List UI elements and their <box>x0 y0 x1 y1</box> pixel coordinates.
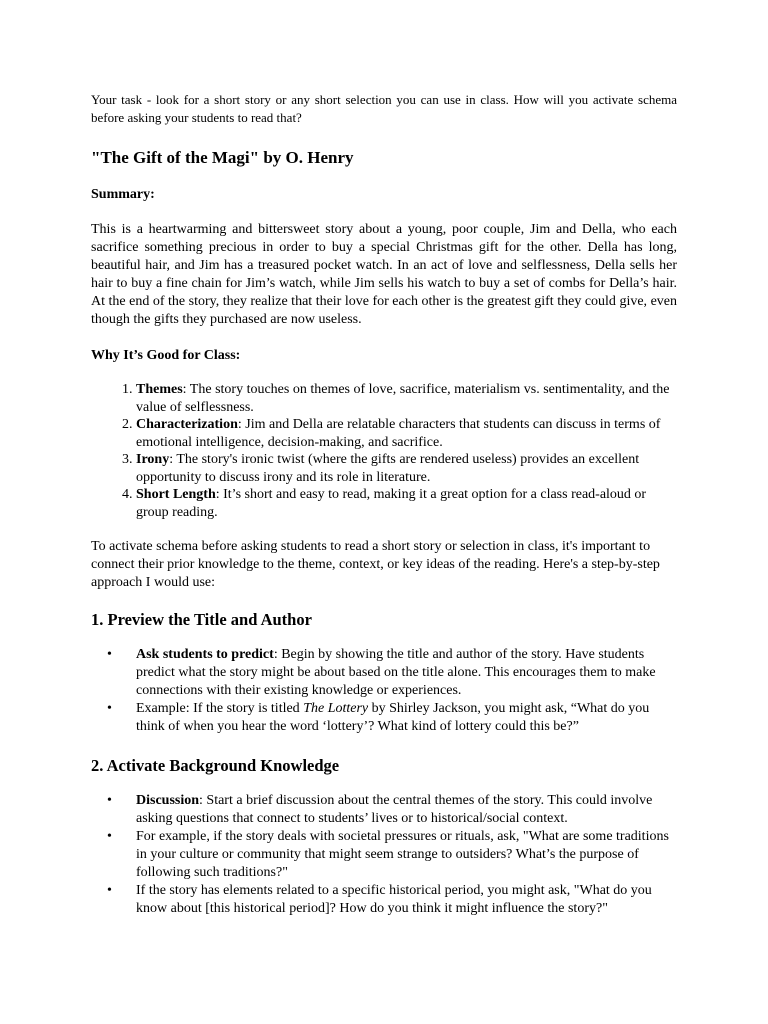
list-item <box>107 828 677 882</box>
reasons-list <box>91 381 677 521</box>
list-item <box>136 486 677 521</box>
reason-text: : It’s short and easy to read, making it a great option for a class read-aloud or group reading. <box>136 487 647 520</box>
bullet-icon: • <box>107 883 112 898</box>
reason-term: Irony <box>136 452 170 467</box>
bullet-term: Ask students to predict <box>136 647 274 662</box>
list-item <box>107 882 677 918</box>
list-item <box>107 646 677 700</box>
bullet-text: Example: If the story is titled <box>136 701 304 716</box>
section-heading-preview: 1. Preview the Title and Author <box>91 610 312 629</box>
background-bullet-list <box>91 792 677 918</box>
reason-term: Themes <box>136 382 183 397</box>
bullet-text: : Start a brief discussion about the central themes of the story. This could involve asking questions that connect to students’ lives or to historical/social context. <box>136 793 653 826</box>
bullet-italic-title: The Lottery <box>303 701 369 716</box>
bullet-text: by Shirley Jackson, you might ask, “What do you think of when you hear the word ‘lottery’? What kind of lottery could this be?” <box>136 701 650 734</box>
bullet-text: : Begin by showing the title and author of the story. Have students predict what the story might be about based on the title alone. This encourages them to make connections with their existing knowledge or experiences. <box>136 647 656 698</box>
intro-paragraph: To activate schema before asking students to read a short story or selection in class, it's important to connect their prior knowledge to the theme, context, or key ideas of the reading. Here's a step-by-step approach I would use: <box>91 539 660 590</box>
bullet-icon: • <box>107 647 112 662</box>
list-item <box>107 700 677 736</box>
document-page <box>91 91 677 918</box>
section-heading-background: 2. Activate Background Knowledge <box>91 756 340 775</box>
summary-label: Summary: <box>91 187 155 202</box>
bullet-text: For example, if the story deals with societal pressures or rituals, ask, "What are some traditions in your culture or community that might seem strange to outsiders? What’s the purpose of following such traditions?" <box>136 829 669 880</box>
list-item <box>136 416 677 451</box>
list-item <box>136 381 677 416</box>
reason-text: : The story's ironic twist (where the gifts are rendered useless) provides an excellent opportunity to discuss irony and its role in literature. <box>136 452 640 485</box>
preview-bullet-list <box>91 646 677 736</box>
list-item <box>107 792 677 828</box>
bullet-term: Discussion <box>136 793 200 808</box>
bullet-icon: • <box>107 793 112 808</box>
reason-term: Short Length <box>136 487 216 502</box>
reason-term: Characterization <box>136 417 238 432</box>
why-good-label: Why It’s Good for Class: <box>91 348 241 363</box>
bullet-icon: • <box>107 829 112 844</box>
list-item <box>136 451 677 486</box>
bullet-icon: • <box>107 701 112 716</box>
reason-text: : Jim and Della are relatable characters that students can discuss in terms of emotional intelligence, decision-making, and sacrifice. <box>136 417 661 450</box>
story-title: "The Gift of the Magi" by O. Henry <box>91 148 354 167</box>
summary-text: This is a heartwarming and bittersweet story about a young, poor couple, Jim and Della, who each sacrifice something precious in order to buy a special Christmas gift for the other. Della has long, beautiful hair, and Jim has a treasured pocket watch. In an act of love and selflessness, Della sells her hair to buy a fine chain for Jim’s watch, while Jim sells his watch to buy a set of combs for Della’s hair. At the end of the story, they realize that their love for each other is the greatest gift they could give, even though the gifts they purchased are now useless. <box>91 222 677 327</box>
reason-text: : The story touches on themes of love, sacrifice, materialism vs. sentimentality, and the value of selflessness. <box>136 382 670 415</box>
bullet-text: If the story has elements related to a specific historical period, you might ask, "What do you know about [this historical period]? How do you think it might influence the story?" <box>136 883 652 916</box>
task-prompt: Your task - look for a short story or any short selection you can use in class. How will you activate schema before asking your students to read that? <box>91 92 677 125</box>
